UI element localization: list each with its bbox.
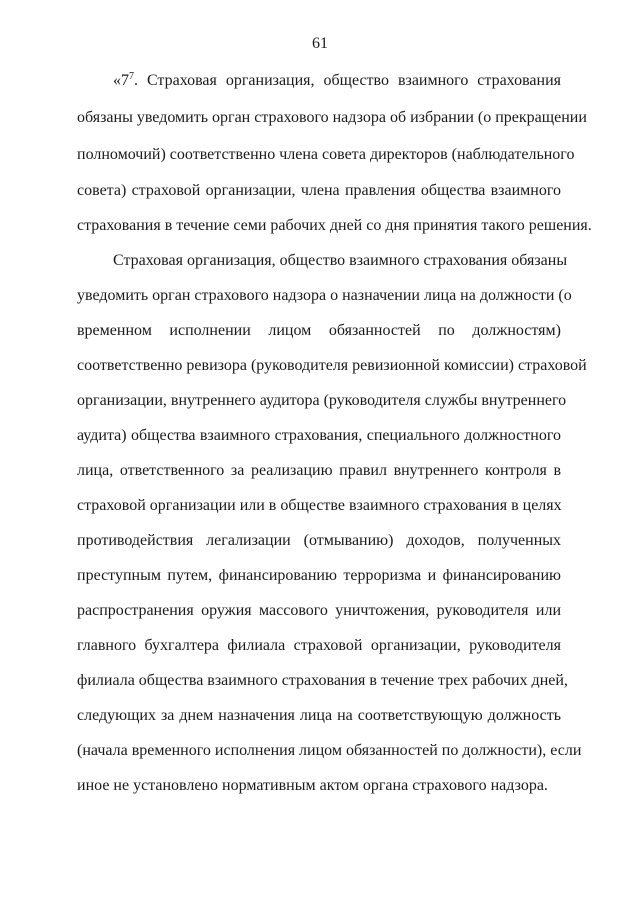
paragraph-2-line-15: (начала временного исполнения лицом обязанностей по должности), если: [77, 742, 582, 759]
paragraph-2-line-5: организации, внутреннего аудитора (руководителя службы внутреннего: [77, 392, 567, 409]
paragraph-1-line-2: обязаны уведомить орган страхового надзора об избрании (о прекращении: [77, 109, 587, 126]
paragraph-2-line-2: уведомить орган страхового надзора о назначении лица на должности (о: [77, 287, 572, 304]
article-number: 7: [121, 72, 129, 89]
paragraph-1-line-4: совета) страховой организации, члена правления общества взаимного: [77, 182, 561, 199]
paragraph-2-line-1: Страховая организация, общество взаимного страхования обязаны: [113, 252, 568, 269]
paragraph-2-line-16: иное не установлено нормативным актом органа страхового надзора.: [77, 777, 548, 794]
paragraph-2-line-3: временном исполнении лицом обязанностей по должностям): [77, 322, 561, 339]
paragraph-2-line-4: соответственно ревизора (руководителя ревизионной комиссии) страховой: [77, 357, 587, 374]
paragraph-2-line-10: преступным путем, финансированию терроризма и финансированию: [77, 567, 561, 584]
paragraph-1-line-1: [113, 71, 561, 91]
paragraph-2-line-11: распространения оружия массового уничтожения, руководителя или: [77, 602, 561, 619]
paragraph-1-line-5: страхования в течение семи рабочих дней со дня принятия такого решения.: [77, 217, 592, 234]
paragraph-1-line-1-text: . Страховая организация, общество взаимного страхования: [134, 72, 561, 89]
paragraph-2-line-12: главного бухгалтера филиала страховой организации, руководителя: [77, 637, 561, 654]
paragraph-2-line-13: филиала общества взаимного страхования в течение трех рабочих дней,: [77, 672, 568, 689]
paragraph-2-line-8: страховой организации или в обществе взаимного страхования в целях: [77, 497, 562, 514]
article-superscript: 7: [129, 71, 134, 82]
page-number: 61: [312, 35, 328, 52]
paragraph-2-line-9: противодействия легализации (отмыванию) доходов, полученных: [77, 532, 561, 549]
paragraph-1-line-3: полномочий) соответственно члена совета директоров (наблюдательного: [77, 146, 575, 163]
paragraph-2-line-7: лица, ответственного за реализацию правил внутреннего контроля в: [77, 462, 561, 479]
open-quote: «: [113, 72, 121, 89]
paragraph-2-line-14: следующих за днем назначения лица на соответствующую должность: [77, 707, 561, 724]
paragraph-2-line-6: аудита) общества взаимного страхования, специального должностного: [77, 427, 561, 444]
